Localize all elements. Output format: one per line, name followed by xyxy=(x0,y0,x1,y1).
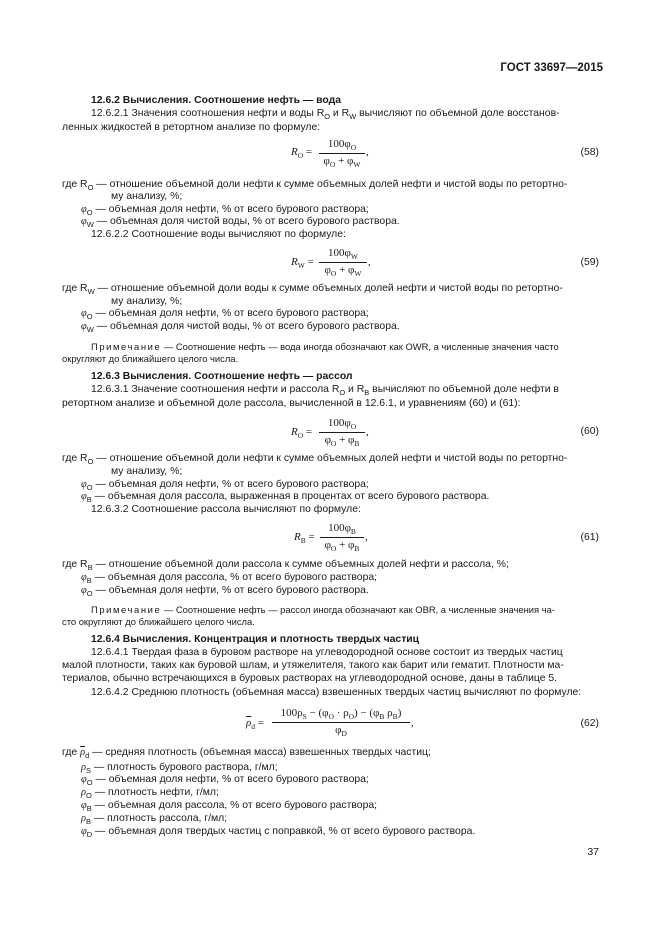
denominator: φ xyxy=(324,434,331,447)
text: + φ xyxy=(335,155,354,168)
text: — объемная доля твердых частиц с поправкой, % от всего бурового раствора. xyxy=(92,826,476,837)
equation-number: (60) xyxy=(580,426,599,437)
paragraph: 12.6.3.2 Соотношение рассола вычисляют по формуле: xyxy=(91,504,361,515)
section-title: 12.6.2 Вычисления. Соотношение нефть — вода xyxy=(91,95,341,106)
note: сто округляют до ближайшего целого числа. xyxy=(62,616,255,627)
subscript: O xyxy=(339,388,346,398)
subscript: O xyxy=(86,208,93,218)
subscript: W xyxy=(86,325,94,335)
subscript: W xyxy=(349,112,357,122)
equation-fraction xyxy=(319,138,365,169)
subscript: B xyxy=(392,712,398,722)
symbol: φ xyxy=(81,204,87,215)
text: — отношение объемной доли рассола к сумме объемных долей нефти и рассола, %; xyxy=(92,559,509,570)
subscript: O xyxy=(297,151,304,161)
text: 12.6.2.1 Значения соотношения нефти и воды R xyxy=(91,108,325,119)
subscript: D xyxy=(341,729,347,739)
equation-fraction xyxy=(272,707,410,738)
text: · ρ xyxy=(333,707,349,719)
symbol: φ xyxy=(81,800,87,811)
text: — объемная доля чистой воды, % от всего бурового раствора. xyxy=(93,216,400,227)
where-line: му анализу, %; xyxy=(111,296,183,307)
equation-tail: , xyxy=(365,531,368,543)
subscript: O xyxy=(324,112,331,122)
paragraph: малой плотности, таких как буровой шлам, и утяжелителя, такого как барит или гематит. Плотности ма- xyxy=(62,660,564,671)
relation: = xyxy=(305,426,313,438)
subscript: O xyxy=(87,183,94,193)
relation: = xyxy=(308,531,315,543)
subscript: B xyxy=(86,495,92,505)
denominator: φ xyxy=(335,724,342,737)
denominator: φ xyxy=(324,264,331,277)
subscript: S xyxy=(302,712,307,722)
subscript: B xyxy=(354,544,360,554)
symbol: φ xyxy=(81,572,87,583)
equation-tail: , xyxy=(411,717,414,729)
subscript: W xyxy=(350,252,358,262)
equation-fraction xyxy=(319,417,365,448)
text: + φ xyxy=(336,264,355,277)
subscript: d xyxy=(85,751,90,761)
subscript: S xyxy=(86,766,92,776)
text: где R xyxy=(62,559,88,570)
text: — объемная доля чистой воды, % от всего бурового раствора. xyxy=(93,321,400,332)
note-text: — Соотношение нефть — рассол иногда обозначают как OBR, а численные значения ча- xyxy=(161,604,555,615)
where-line xyxy=(62,746,431,762)
text: вычисляют по объемной доле нефти в xyxy=(369,384,559,395)
subscript: O xyxy=(86,778,93,788)
equation-number: (61) xyxy=(580,532,599,543)
relation: = xyxy=(257,717,264,729)
page-number: 37 xyxy=(587,846,599,858)
text: — объемная доля нефти, % от всего бурового раствора; xyxy=(92,479,369,490)
where-line: му анализу, %; xyxy=(111,191,183,202)
symbol: $\overline{\rho}$ xyxy=(80,747,86,758)
text: ) xyxy=(397,707,402,719)
subscript: O xyxy=(330,544,337,554)
text: — объемная доля нефти, % от всего бурового раствора; xyxy=(92,308,369,319)
text: — объемная доля нефти, % от всего бурового раствора; xyxy=(92,204,369,215)
text: − (φ xyxy=(306,707,329,719)
equation-tail: , xyxy=(368,256,371,268)
subscript: B xyxy=(354,439,360,449)
section-title: 12.6.4 Вычисления. Концентрация и плотность твердых частиц xyxy=(91,634,420,645)
text: 12.6.3.1 Значение соотношения нефти и рассола R xyxy=(91,384,340,395)
symbol: φ xyxy=(81,774,87,785)
symbol: φ xyxy=(81,585,87,596)
subscript: B xyxy=(86,804,92,814)
symbol: φ xyxy=(81,826,87,837)
text: + φ xyxy=(336,539,355,552)
symbol: R xyxy=(294,531,301,543)
numerator: 100ρ xyxy=(280,707,303,719)
text: — средняя плотность (объемная масса) взвешенных твердых частиц; xyxy=(89,747,431,758)
subscript: O xyxy=(87,457,94,467)
subscript: O xyxy=(86,589,93,599)
symbol: φ xyxy=(81,479,87,490)
where-line xyxy=(81,825,475,841)
equation-tail: , xyxy=(366,426,369,438)
where-line: му анализу, %; xyxy=(111,466,183,477)
subscript: D xyxy=(86,830,93,840)
text: — отношение объемной доли воды к сумме объемных долей нефти и чистой воды по ретортно- xyxy=(94,283,563,294)
text: — объемная доля рассола, % от всего бурового раствора; xyxy=(91,572,378,583)
subscript: O xyxy=(348,712,355,722)
subscript: B xyxy=(364,388,370,398)
symbol: ρ xyxy=(81,787,86,798)
subscript: B xyxy=(379,712,385,722)
symbol: R xyxy=(291,256,298,268)
paragraph: 12.6.4.2 Среднюю плотность (объемная масса) взвешенных твердых частиц вычисляют по формуле: xyxy=(91,687,582,698)
equation-tail: , xyxy=(366,146,369,158)
text: ) − (φ xyxy=(354,707,380,719)
subscript: d xyxy=(251,722,256,732)
text: где R xyxy=(62,179,88,190)
subscript: B xyxy=(86,576,92,586)
symbol: φ xyxy=(81,491,87,502)
subscript: W xyxy=(353,160,361,170)
text: — отношение объемной доли нефти к сумме объемных долей нефти и чистой воды по ретортно- xyxy=(93,179,568,190)
paragraph: териалов, обычно встречающихся в буровых растворах на углеводородной основе, даны в таблице 5. xyxy=(62,673,558,684)
numerator: 100φ xyxy=(327,417,351,429)
text: где R xyxy=(62,283,88,294)
numerator: 100φ xyxy=(327,138,351,150)
equation-lhs xyxy=(291,426,312,440)
note-label: Примечание xyxy=(91,604,162,615)
equation-number: (62) xyxy=(580,718,599,729)
subscript: O xyxy=(350,422,357,432)
section-title: 12.6.3 Вычисления. Соотношение нефть — рассол xyxy=(91,371,353,382)
paragraph: 12.6.2.2 Соотношение воды вычисляют по формуле: xyxy=(91,229,346,240)
text: — объемная доля нефти, % от всего бурового раствора; xyxy=(92,774,369,785)
standard-header: ГОСТ 33697—2015 xyxy=(500,62,603,74)
text: — объемная доля нефти, % от всего бурового раствора. xyxy=(92,585,369,596)
note: округляют до ближайшего целого числа. xyxy=(62,353,239,364)
subscript: W xyxy=(354,269,362,279)
text: и R xyxy=(345,384,365,395)
symbol: $\overline{\rho}$ xyxy=(246,717,252,729)
equation-number: (58) xyxy=(580,147,599,158)
text: + φ xyxy=(336,434,355,447)
text: — объемная доля рассола, выраженная в процентах от всего бурового раствора. xyxy=(91,491,490,502)
subscript: O xyxy=(329,160,336,170)
relation: = xyxy=(305,146,313,158)
equation-lhs xyxy=(291,256,314,270)
subscript: B xyxy=(300,536,306,546)
paragraph: ретортном анализе и объемной доле рассола, вычисленной в 12.6.1, и уравнениям (60) и (61): xyxy=(62,398,521,409)
text: ρ xyxy=(384,707,393,719)
subscript: W xyxy=(87,287,95,297)
equation-lhs xyxy=(291,146,312,160)
text: — плотность нефти, г/мл; xyxy=(91,787,219,798)
subscript: B xyxy=(87,563,93,573)
where-line xyxy=(81,584,369,600)
equation-fraction xyxy=(320,522,364,553)
symbol: R xyxy=(291,146,298,158)
text: — плотность рассола, г/мл; xyxy=(91,813,228,824)
subscript: O xyxy=(86,791,92,801)
text: вычисляют по объемной доле восстанов- xyxy=(356,108,560,119)
text: где xyxy=(62,747,78,758)
symbol: φ xyxy=(81,321,87,332)
text: где R xyxy=(62,453,88,464)
text: — объемная доля рассола, % от всего бурового раствора; xyxy=(91,800,378,811)
paragraph: ленных жидкостей в ретортном анализе по формуле: xyxy=(62,122,321,133)
subscript: O xyxy=(330,269,337,279)
subscript: W xyxy=(297,261,305,271)
where-line xyxy=(81,320,400,336)
subscript: O xyxy=(297,431,304,441)
equation-number: (59) xyxy=(580,257,599,268)
subscript: O xyxy=(350,143,357,153)
symbol: φ xyxy=(81,216,87,227)
subscript: O xyxy=(86,312,93,322)
subscript: B xyxy=(86,817,92,827)
numerator: 100φ xyxy=(328,522,351,534)
relation: = xyxy=(307,256,314,268)
numerator: 100φ xyxy=(328,247,351,259)
symbol: ρ xyxy=(81,762,86,773)
subscript: O xyxy=(328,712,334,722)
text: — плотность бурового раствора, г/мл; xyxy=(91,762,278,773)
subscript: W xyxy=(86,220,94,230)
subscript: O xyxy=(86,483,93,493)
paragraph: 12.6.4.1 Твердая фаза в буровом растворе на углеводородной основе состоит из твердых частиц xyxy=(91,647,563,658)
equation-fraction xyxy=(319,247,367,278)
subscript: B xyxy=(350,527,356,537)
symbol: ρ xyxy=(81,813,86,824)
text: — отношение объемной доли нефти к сумме объемных долей нефти и чистой воды по ретортно- xyxy=(93,453,568,464)
equation-lhs xyxy=(246,717,264,731)
note-text: — Соотношение нефть — вода иногда обозначают как OWR, а численные значения часто xyxy=(161,341,559,352)
text: и R xyxy=(330,108,350,119)
subscript: O xyxy=(330,439,337,449)
symbol: φ xyxy=(81,308,87,319)
symbol: R xyxy=(291,426,298,438)
denominator: φ xyxy=(323,155,330,168)
equation-lhs xyxy=(294,531,315,545)
denominator: φ xyxy=(324,539,331,552)
note-label: Примечание xyxy=(91,341,162,352)
